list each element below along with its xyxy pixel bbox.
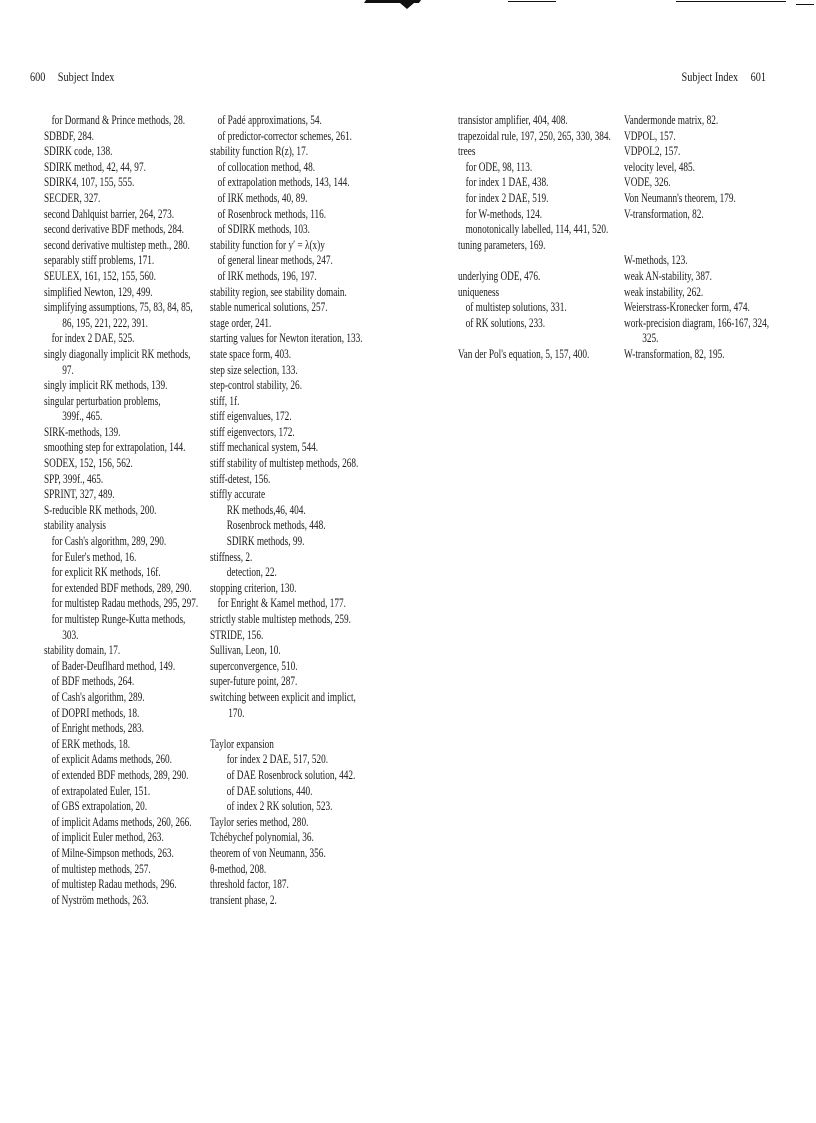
index-entry: W-methods, 123. — [624, 253, 688, 268]
index-subentry: for Enright & Kamel method, 177. — [217, 596, 346, 611]
index-subentry: of general linear methods, 247. — [217, 253, 333, 268]
index-entry: second derivative multistep meth., 280. — [44, 237, 190, 252]
index-entry: work-precision diagram, 166-167, 324, — [624, 315, 770, 330]
scan-artifact — [364, 0, 421, 3]
index-entry: stage order, 241. — [210, 315, 272, 330]
index-entry: stability analysis — [44, 518, 107, 533]
index-entry: VDPOL, 157. — [624, 128, 676, 143]
index-subentry: for multistep Runge-Kutta methods, — [51, 612, 186, 626]
index-column-4 — [624, 113, 769, 363]
spacer — [624, 238, 769, 254]
index-entry: Vandermonde matrix, 82. — [624, 113, 719, 127]
index-entry: starting values for Newton iteration, 133. — [210, 331, 363, 346]
index-entry: stability domain, 17. — [44, 643, 121, 658]
index-entry: stiff-detest, 156. — [210, 471, 271, 486]
index-entry: stability function for y′ = λ(x)y — [210, 237, 325, 252]
index-entry: stiff eigenvectors, 172. — [210, 424, 295, 439]
index-entry: stiff mechanical system, 544. — [210, 440, 319, 455]
index-subentry: of Padé approximations, 54. — [217, 113, 322, 127]
running-title: Subject Index — [57, 70, 115, 84]
index-subentry: 303. — [62, 627, 79, 642]
index-entry: velocity level, 485. — [624, 159, 696, 174]
index-entry: S-reducible RK methods, 200. — [44, 502, 157, 517]
page-number: 601 — [750, 70, 766, 84]
index-subentry: of DOPRI methods, 18. — [51, 705, 140, 720]
index-subentry: for W-methods, 124. — [465, 206, 543, 221]
page-number: 600 — [30, 70, 46, 84]
index-subentry: for explicit RK methods, 16f. — [51, 565, 161, 580]
index-subentry: for Cash's algorithm, 289, 290. — [51, 534, 167, 549]
index-subentry: 399f., 465. — [62, 409, 103, 424]
index-entry: singly diagonally implicit RK methods, — [44, 346, 191, 361]
index-subentry: of SDIRK methods, 103. — [217, 222, 310, 237]
index-entry: Tchébychef polynomial, 36. — [210, 830, 314, 845]
index-entry: stiff eigenvalues, 172. — [210, 409, 292, 424]
scan-artifact — [796, 4, 814, 5]
index-entry: Taylor expansion — [210, 736, 274, 751]
index-subentry: of Rosenbrock methods, 116. — [217, 206, 327, 221]
index-entry: Weierstrass-Kronecker form, 474. — [624, 300, 750, 315]
index-entry: VODE, 326. — [624, 175, 671, 190]
index-subentry: detection, 22. — [226, 565, 277, 580]
index-entry: switching between explicit and implict, — [210, 689, 356, 704]
index-entry: superconvergence, 510. — [210, 658, 298, 673]
index-entry: stiff stability of multistep methods, 268. — [210, 456, 359, 471]
index-entry: underlying ODE, 476. — [458, 268, 541, 283]
index-entry: stability region, see stability domain. — [210, 284, 347, 299]
index-entry: stability function R(z), 17. — [210, 144, 309, 159]
index-subentry: for ODE, 98, 113. — [465, 159, 533, 174]
index-subentry: of GBS extrapolation, 20. — [51, 799, 148, 814]
index-subentry: of Enright methods, 283. — [51, 721, 144, 736]
index-subentry: SDIRK methods, 99. — [226, 534, 305, 549]
index-entry: SEULEX, 161, 152, 155, 560. — [44, 268, 156, 283]
scan-artifact — [508, 1, 556, 2]
index-entry: SIRK-methods, 139. — [44, 424, 121, 439]
index-entry: singular perturbation problems, — [44, 393, 161, 408]
index-subentry: of ERK methods, 18. — [51, 736, 131, 751]
index-entry: SDIRK method, 42, 44, 97. — [44, 159, 146, 174]
index-subentry: of predictor-corrector schemes, 261. — [217, 128, 352, 143]
index-subentry: of extrapolated Euler, 151. — [51, 783, 151, 798]
index-entry: trees — [458, 144, 476, 159]
page-header-right — [682, 70, 766, 85]
index-subentry: for index 2 DAE, 519. — [465, 190, 549, 205]
spacer — [458, 253, 611, 269]
index-subentry: of multistep methods, 257. — [51, 861, 151, 876]
index-entry: stable numerical solutions, 257. — [210, 300, 328, 315]
index-subentry: for index 1 DAE, 438. — [465, 175, 549, 190]
index-entry: SPP, 399f., 465. — [44, 471, 104, 486]
index-entry: Taylor series method, 280. — [210, 814, 309, 829]
index-subentry: for Euler's method, 16. — [51, 549, 137, 564]
index-entry: V-transformation, 82. — [624, 206, 704, 221]
index-subentry: of extended BDF methods, 289, 290. — [51, 767, 189, 782]
scan-artifact — [676, 1, 786, 2]
index-entry: tuning parameters, 169. — [458, 237, 546, 252]
index-subentry: for Dormand & Prince methods, 28. — [51, 113, 186, 127]
index-entry: separably stiff problems, 171. — [44, 253, 155, 268]
index-subentry: of Milne-Simpson methods, 263. — [51, 845, 174, 860]
index-entry: θ-method, 208. — [210, 861, 267, 876]
index-subentry: of implicit Adams methods, 260, 266. — [51, 814, 192, 829]
index-subentry: 86, 195, 221, 222, 391. — [62, 315, 148, 330]
index-entry: singly implicit RK methods, 139. — [44, 378, 168, 393]
index-entry: second derivative BDF methods, 284. — [44, 222, 184, 237]
index-entry: uniqueness — [458, 284, 500, 299]
index-entry: strictly stable multistep methods, 259. — [210, 612, 351, 626]
index-subentry: Rosenbrock methods, 448. — [226, 518, 326, 533]
index-subentry: 325. — [642, 331, 659, 346]
index-subentry: of multistep solutions, 331. — [465, 300, 567, 315]
index-entry: simplifying assumptions, 75, 83, 84, 85, — [44, 300, 193, 315]
index-subentry: of Nyström methods, 263. — [51, 892, 149, 907]
index-subentry: of IRK methods, 196, 197. — [217, 268, 317, 283]
index-column-1 — [44, 113, 198, 908]
index-entry: SDIRK4, 107, 155, 555. — [44, 175, 135, 190]
index-entry: step-control stability, 26. — [210, 378, 303, 393]
index-subentry: of explicit Adams methods, 260. — [51, 752, 173, 767]
spacer — [624, 222, 769, 238]
index-entry: stiffness, 2. — [210, 549, 253, 564]
index-entry: second Dahlquist barrier, 264, 273. — [44, 206, 175, 221]
index-subentry: monotonically labelled, 114, 441, 520. — [465, 222, 609, 237]
index-subentry: of IRK methods, 40, 89. — [217, 190, 308, 205]
spacer — [458, 331, 611, 347]
index-subentry: 170. — [228, 705, 245, 720]
index-column-2 — [210, 113, 363, 908]
index-entry: theorem of von Neumann, 356. — [210, 845, 326, 860]
index-subentry: of implicit Euler method, 263. — [51, 830, 164, 845]
index-subentry: of BDF methods, 264. — [51, 674, 135, 689]
index-entry: SECDER, 327. — [44, 190, 101, 205]
index-entry: trapezoidal rule, 197, 250, 265, 330, 384. — [458, 128, 611, 143]
index-entry: SPRINT, 327, 489. — [44, 487, 115, 502]
index-entry: stiff, 1f. — [210, 393, 240, 408]
running-title: Subject Index — [681, 70, 739, 84]
index-entry: SDIRK code, 138. — [44, 144, 113, 159]
index-subentry: of RK solutions, 233. — [465, 315, 546, 330]
index-subentry: of DAE solutions, 440. — [226, 783, 313, 798]
index-entry: W-transformation, 82, 195. — [624, 346, 725, 361]
index-entry: SDBDF, 284. — [44, 128, 94, 143]
index-entry: weak instability, 262. — [624, 284, 704, 299]
index-subentry: for multistep Radau methods, 295, 297. — [51, 596, 199, 611]
index-subentry: for extended BDF methods, 289, 290. — [51, 580, 192, 595]
index-entry: Sullivan, Leon, 10. — [210, 643, 281, 658]
index-entry: VDPOL2, 157. — [624, 144, 681, 159]
index-entry: simplified Newton, 129, 499. — [44, 284, 153, 299]
index-subentry: of Cash's algorithm, 289. — [51, 689, 145, 704]
index-entry: Von Neumann's theorem, 179. — [624, 190, 736, 205]
index-entry: smoothing step for extrapolation, 144. — [44, 440, 186, 455]
index-subentry: 97. — [62, 362, 74, 377]
index-entry: STRIDE, 156. — [210, 627, 264, 642]
index-subentry: of DAE Rosenbrock solution, 442. — [226, 767, 356, 782]
index-entry: step size selection, 133. — [210, 362, 298, 377]
index-entry: threshold factor, 187. — [210, 877, 289, 892]
index-entry: stopping criterion, 130. — [210, 580, 297, 595]
scan-artifact — [400, 3, 414, 9]
page-header-left — [30, 70, 114, 85]
index-subentry: for index 2 DAE, 517, 520. — [226, 752, 329, 767]
index-entry: super-future point, 287. — [210, 674, 298, 689]
index-subentry: of Bader-Deuflhard method, 149. — [51, 658, 176, 673]
index-entry: transient phase, 2. — [210, 892, 277, 907]
index-column-3 — [458, 113, 611, 363]
index-subentry: for index 2 DAE, 525. — [51, 331, 135, 346]
index-subentry: of collocation method, 48. — [217, 159, 316, 174]
index-subentry: of extrapolation methods, 143, 144. — [217, 175, 350, 190]
index-entry: weak AN-stability, 387. — [624, 268, 712, 283]
index-entry: stiffly accurate — [210, 487, 266, 502]
index-entry: SODEX, 152, 156, 562. — [44, 456, 133, 471]
index-subentry: of multistep Radau methods, 296. — [51, 877, 177, 892]
index-entry: transistor amplifier, 404, 408. — [458, 113, 568, 127]
index-subentry: of index 2 RK solution, 523. — [226, 799, 333, 814]
index-entry: state space form, 403. — [210, 346, 292, 361]
spacer — [210, 721, 363, 737]
index-entry: Van der Pol's equation, 5, 157, 400. — [458, 346, 590, 361]
index-subentry: RK methods,46, 404. — [226, 502, 306, 517]
